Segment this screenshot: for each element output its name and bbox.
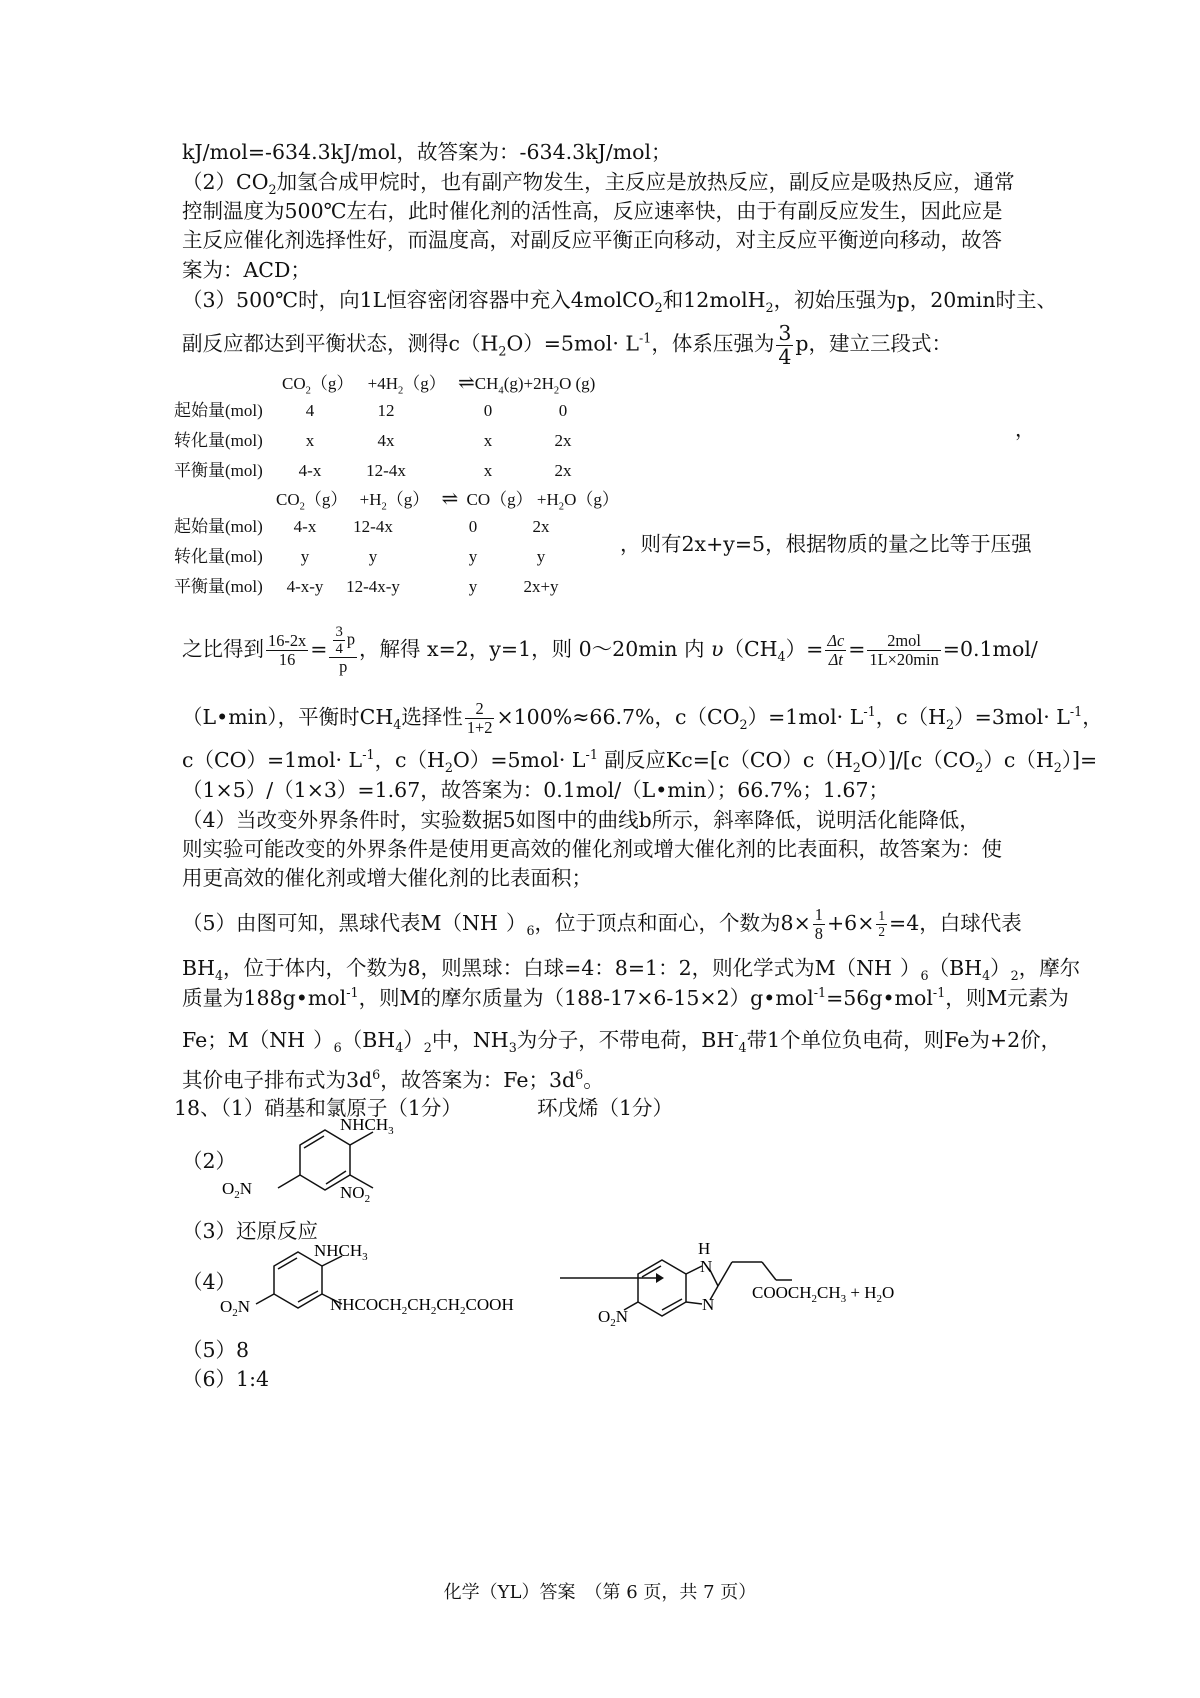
row-label: 转化量(mol) [174,431,263,450]
answer-line: 用更高效的催化剂或增大催化剂的比表面积； [182,866,592,890]
table-cell: 2x [554,431,572,450]
svg-text:NHCH3: $NHCH_3$ [314,1241,368,1263]
q18-part6: （6）1:4 [182,1367,270,1391]
table-cell: 12-4x-y [346,577,400,596]
page-footer: 化学（YL）答案 （第 6 页，共 7 页） [443,1582,757,1603]
svg-text:COOCH2CH3 + H2O: $COOCH_2CH_3 + H_2O$ [752,1283,895,1305]
table-cell: 12-4x [366,461,406,480]
answer-line: $BH_4$，位于体内，个数为8，则黑球：白球=4：8=1：2，则化学式为M（NH ）$_6(BH_4)_2$，摩尔 [182,956,1081,984]
table-cell: y [300,547,310,566]
row-label: 平衡量(mol) [174,461,263,480]
svg-text:NHCOCH2CH2CH2COOH: $NHCOCH_2CH_2CH_2COOH$ [330,1295,514,1317]
fraction: $\frac{3}{4}$ [778,321,792,369]
answer-line: $c(CO)=1mol\cdot L^{-1}$，$c(H_2O)=5mol\cdot L^{-1}$ 副反应$Kc=[c(CO)c(H_2O)]/[c(CO_2)c(H_2)]=$ [182,747,1098,776]
answer-line: 主反应催化剂选择性好，而温度高，对副反应平衡正向移动，对主反应平衡逆向移动，故答 [182,228,1002,252]
structure-4-reactant [220,1241,550,1326]
table-cell: 4-x-y [286,577,324,596]
svg-text:N: N [700,1257,713,1276]
row-label: 转化量(mol) [174,547,263,566]
answer-line: 案为：ACD； [182,258,311,282]
answer-line: 质量为188g•mol$^{-1}$，则M的摩尔质量为（188-17×6-15×2）g•mol$^{-1}$=56g•mol$^{-1}$，则M元素为 [182,985,1069,1010]
svg-text:O2N: $O_2N$ [222,1179,253,1201]
answer-line: （4）当改变外界条件时，实验数据5如图中的曲线b所示，斜率降低，说明活化能降低， [182,808,980,832]
answer-line: 其价电子排布式为$3d^6$，故答案为：Fe；$3d^6$。 [182,1067,604,1092]
answer-line: 控制温度为500℃左右，此时催化剂的活性高，反应速率快，由于有副反应发生，因此应是 [182,199,1003,223]
fraction: $\frac{1}{8}$ [814,905,823,944]
q18-part5: （5）8 [182,1338,250,1362]
answer-line: （3）500℃时，向1L恒容密闭容器中充入4molCO$_2$和12molH$_2$，初始压强为p，20min时主、 [182,288,1058,316]
table-cell: 2x [532,517,550,536]
equation-main: $CO_2(g) +4H_2(g)$ $\rightleftharpoons CH_4(g)+2H_2O$ (g) [282,372,596,397]
answer-line: 则实验可能改变的外界条件是使用更高效的催化剂或增大催化剂的比表面积，故答案为：使 [182,837,1002,861]
svg-text:NHCH3: $NHCH_3$ [340,1115,394,1137]
svg-text:O2N: $O_2N$ [220,1297,251,1319]
table-cell: y [468,547,478,566]
fraction: $\frac{\text{2mol}}{1L\times 20\min}$ [869,630,939,669]
answer-line: kJ/mol=-634.3kJ/mol，故答案为：-634.3kJ/mol； [182,140,672,164]
answer-line: （L•min），平衡时$CH_4$选择性 $\frac{2}{1+2}$ ×100%≈66.7%，$c(CO_2)=1mol\cdot L^{-1}$，$c(H_2)=3mol\cdot L^{-1}$， [182,699,1103,738]
svg-text:N: N [702,1295,715,1314]
answer-line: $(2)CO_2$加氢合成甲烷时，也有副产物发生，主反应是放热反应，副反应是吸热反应，通常 [182,170,1015,198]
q18-part4-label: （4） [182,1270,237,1294]
table-cell: 4 [305,401,315,420]
row-label: 起始量(mol) [174,401,263,420]
q18-part1: 18、（1）硝基和氯原子（1分） [174,1096,462,1120]
svg-text:O2N: $O_2N$ [598,1307,629,1329]
fraction: $\frac{16-2x}{16}$ [268,630,307,669]
row-label: 起始量(mol) [174,517,263,536]
table-cell: 0 [468,517,478,536]
table-cell: x [483,461,493,480]
fraction: $\frac{1}{2}$ [878,908,886,940]
table-cell: 2x [554,461,572,480]
svg-text:H: H [698,1239,711,1258]
answer-line: 副反应都达到平衡状态，测得$c(H_2O)=5mol\cdot L^{-1}$，体系压强为 $\frac{3}{4}$ p，建立三段式： [182,321,953,369]
answer-line: Fe；M（NH ）$_6(BH_4)_2$中，$NH_3$为分子，不带电荷，$BH^-_4$带1个单位负电荷，则Fe为+2价， [182,1027,1062,1056]
table-cell: 2x+y [523,577,559,596]
table-cell: y [536,547,546,566]
fraction: $\frac{2}{1+2}$ [466,699,493,738]
fraction: $\frac{\Delta c}{\Delta t}$ [827,630,845,669]
fraction: $\frac{3}{4}$ p p [329,624,357,677]
answer-line: （1×5）/（1×3）=1.67，故答案为：0.1mol/（L•min）；66.7%；1.67； [182,778,890,802]
structure-2 [222,1115,430,1206]
table-cell: 0 [558,401,568,420]
q18-part2-label: （2） [182,1149,237,1173]
table-cell: y [368,547,378,566]
table-cell: 4-x [293,517,317,536]
table-cell: 0 [483,401,493,420]
table-cell: x [305,431,315,450]
table-cell: x [483,431,493,450]
table-cell: 4-x [298,461,322,480]
equation-side: $CO_2(g) +H_2(g)$ ⇌ $CO(g) +H_2O(g)$ [276,488,619,513]
comma: ， [1015,417,1035,441]
row-label: 平衡量(mol) [174,577,263,596]
svg-text:NO2: $NO_2$ [340,1183,371,1205]
q18-part3: （3）还原反应 [182,1219,319,1243]
table-cell: 12 [377,401,395,420]
table-cell: 4x [377,431,395,450]
structure-4-product [598,1236,1034,1330]
q18-part1b: 环戊烯（1分） [537,1096,674,1120]
table-cell: y [468,577,478,596]
answer-line: ，则有2x+y=5，根据物质的量之比等于压强 [620,532,1032,556]
answer-line: （5）由图可知，黑球代表M（NH ）$_6$，位于顶点和面心，个数为8× $\frac{1}{8}$ +6× $\frac{1}{2}$ =4，白球代表 [182,905,1022,944]
answer-line: 之比得到 $\frac{16-2x}{16}$ = $\frac{3}{4}$ p p ，解得 x=2，y=1，则 0～20min 内 $\upsilon(CH_4)=$ $\frac{\Delta c}{\Delta t}$ = $\frac{\text{2mol}}{1L\times 20\min}$ =0.1mol/ [182,624,1038,677]
table-cell: 12-4x [353,517,393,536]
